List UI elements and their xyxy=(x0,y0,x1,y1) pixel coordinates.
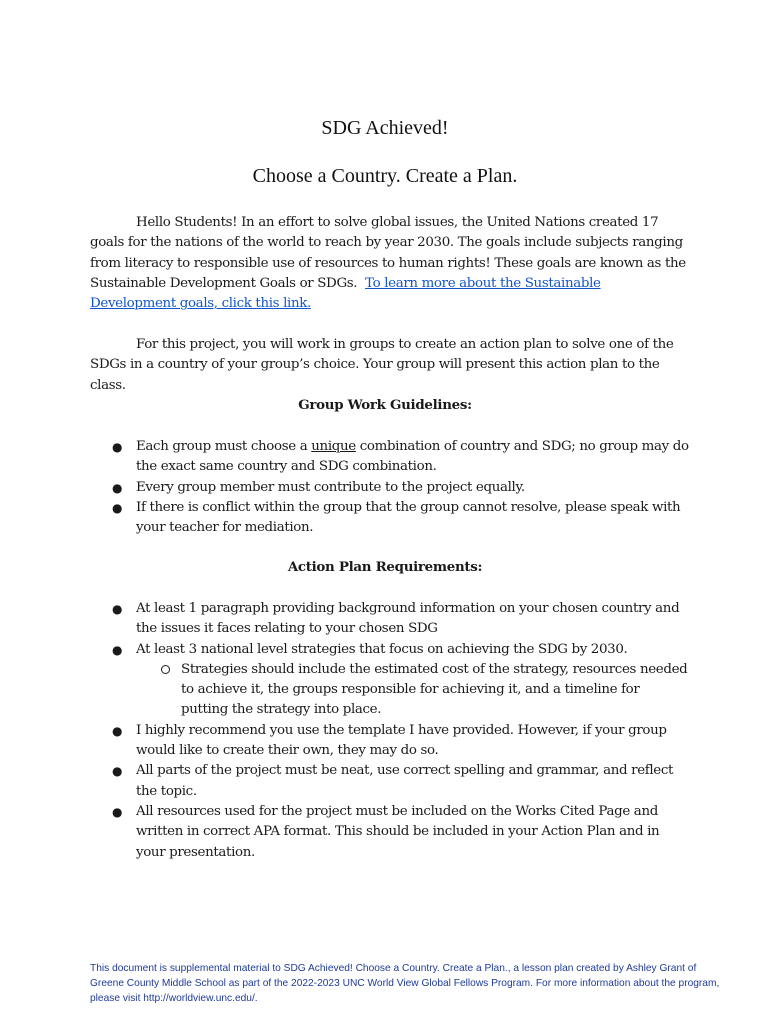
list-item xyxy=(90,721,690,762)
bullet-icon: ● xyxy=(112,480,123,495)
group-guidelines-heading: Group Work Guidelines: xyxy=(298,397,472,413)
requirement-3: I highly recommend you use the template I have provided. However, if your group would like to create their own, they may do so. xyxy=(136,722,667,759)
hollow-circle-bullet-icon xyxy=(161,665,170,674)
bullet-icon: ● xyxy=(112,642,123,657)
project-paragraph: For this project, you will work in groups to create an action plan to solve one of the SDGs in a country of your group’s choice. Your group will present this action plan to the class. xyxy=(90,337,674,393)
list-item xyxy=(90,478,690,498)
requirement-5: All resources used for the project must be included on the Works Cited Page and written in correct APA format. This should be included in your Action Plan and in your presentation. xyxy=(136,803,660,860)
bullet-icon: ● xyxy=(112,804,123,819)
bullet-icon: ● xyxy=(112,602,123,616)
list-item xyxy=(90,599,690,640)
intro-paragraph xyxy=(90,213,690,314)
sublist-item xyxy=(136,660,690,721)
requirement-2: At least 3 national level strategies that focus on achieving the SDG by 2030. xyxy=(136,641,628,657)
list-item xyxy=(90,761,690,802)
requirement-1: At least 1 paragraph providing background information on your chosen country and the issues it faces relating to your chosen SDG xyxy=(136,601,680,637)
requirement-2-sub: Strategies should include the estimated cost of the strategy, resources needed to achieve it, the groups responsible for achieving it, and a timeline for putting the strategy into place. xyxy=(181,661,688,718)
document-subtitle: Choose a Country. Create a Plan. xyxy=(252,165,518,187)
list-item xyxy=(90,640,690,721)
guideline-3: If there is conflict within the group that the group cannot resolve, please speak with your teacher for mediation. xyxy=(136,499,681,536)
group-guidelines-list xyxy=(90,437,690,538)
guideline-1-after: combination of country and SDG; no group may do the exact same country and SDG combination. xyxy=(136,439,689,475)
bullet-icon: ● xyxy=(112,440,123,454)
sdg-info-link[interactable]: To learn more about the Sustainable Development goals, click this link. xyxy=(90,275,601,312)
guideline-2: Every group member must contribute to the project equally. xyxy=(136,479,525,495)
document-title: SDG Achieved! xyxy=(321,117,449,139)
action-plan-heading: Action Plan Requirements: xyxy=(287,559,483,575)
guideline-1-underlined: unique xyxy=(311,439,356,454)
action-plan-list xyxy=(90,599,690,863)
requirement-4: All parts of the project must be neat, use correct spelling and grammar, and reflect the topic. xyxy=(136,763,674,799)
requirement-2-sublist xyxy=(136,660,690,721)
bullet-icon: ● xyxy=(112,500,123,515)
intro-text: Hello Students! In an effort to solve global issues, the United Nations created 17 goals for the nations of the world to reach by year 2030. The goals include subjects ranging from literacy to responsible use of resources to human rights! These goals are known as the Sustainable Development Goals or SDGs. xyxy=(90,215,686,291)
bullet-icon: ● xyxy=(112,723,123,738)
bullet-icon: ● xyxy=(112,764,123,779)
list-item xyxy=(90,802,690,863)
list-item xyxy=(90,437,690,478)
guideline-1-before: Each group must choose a xyxy=(136,439,308,454)
list-item xyxy=(90,498,690,539)
footer-note: This document is supplemental material to SDG Achieved! Choose a Country. Create a Plan., a lesson plan created by Ashley Grant of Greene County Middle School as part of the 2022-2023 UNC World View Global Fellows Program. For more information about the program, please visit http://worldview.unc.edu/. xyxy=(90,963,720,1005)
